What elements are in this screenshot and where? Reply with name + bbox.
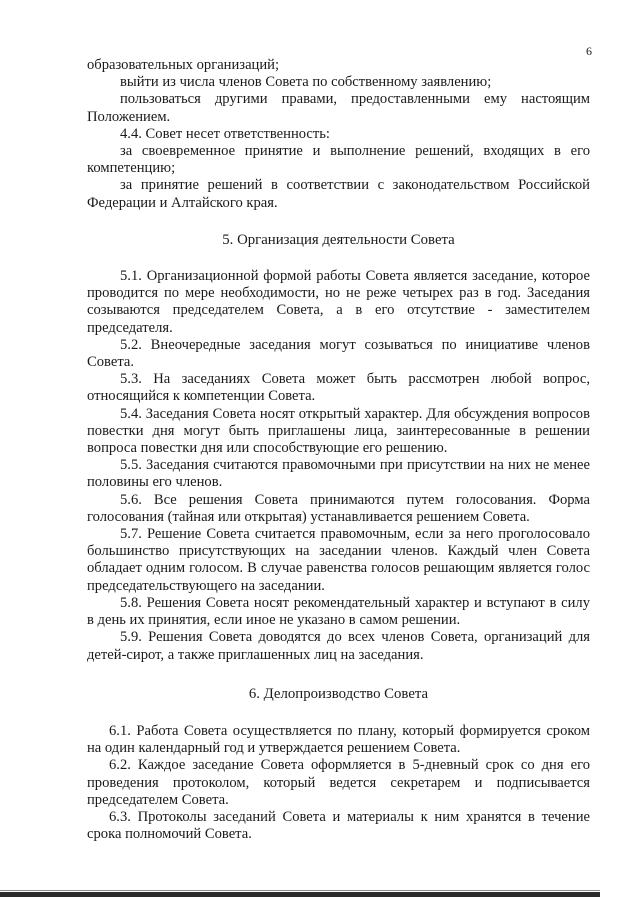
paragraph: 5.2. Внеочередные заседания могут созываться по инициативе членов Совета.: [87, 336, 590, 371]
paragraph: 5.7. Решение Совета считается правомочным, если за него проголосовало большинство присутствующих на заседании членов. Каждый член Совета обладает одним голосом. В случае равенства голосов решающим является голос председательствующего на заседании.: [87, 526, 590, 594]
paragraph: 5.1. Организационной формой работы Совета является заседание, которое проводится по мере необходимости, но не реже четырех раз в год. Заседания созываются председателем Совета, а в его отсутствие - заместителем председателя.: [87, 268, 590, 336]
section-heading: 5. Организация деятельности Совета: [222, 231, 455, 248]
paragraph: за своевременное принятие и выполнение решений, входящих в его компетенцию;: [87, 143, 590, 177]
paragraph: 6.2. Каждое заседание Совета оформляется в 5-дневный срок со дня его проведения протоколом, который ведется секретарем и подписывается председателем Совета.: [87, 757, 590, 808]
paragraph: пользоваться другими правами, предоставленными ему настоящим Положением.: [87, 91, 590, 125]
paragraph: 6.3. Протоколы заседаний Совета и материалы к ним хранятся в течение срока полномочий Совета.: [87, 808, 590, 843]
paragraph: выйти из числа членов Совета по собственному заявлению;: [120, 74, 492, 91]
scan-edge-line: [0, 890, 600, 891]
paragraph: 5.5. Заседания считаются правомочными при присутствии на них не менее половины его членов.: [87, 457, 590, 491]
paragraph: 6.1. Работа Совета осуществляется по плану, который формируется сроком на один календарный год и утверждается решением Совета.: [87, 722, 590, 757]
paragraph: 4.4. Совет несет ответственность:: [120, 125, 330, 142]
document-body: [87, 57, 590, 843]
paragraph: 5.8. Решения Совета носят рекомендательный характер и вступают в силу в день их принятия, если иное не указано в самом решении.: [87, 594, 590, 629]
section-heading: 6. Делопроизводство Совета: [248, 685, 429, 702]
page-number: 6: [586, 44, 592, 58]
paragraph: 5.4. Заседания Совета носят открытый характер. Для обсуждения вопросов повестки дня могут быть приглашены лица, заинтересованные в решении вопроса повестки дня или способствующие его решению.: [87, 405, 590, 457]
paragraph: образовательных организаций;: [87, 57, 280, 73]
paragraph: за принятие решений в соответствии с законодательством Российской Федерации и Алтайского края.: [87, 177, 590, 211]
paragraph: 5.3. На заседаниях Совета может быть рассмотрен любой вопрос, относящийся к компетенции Совета.: [87, 371, 590, 405]
paragraph: 5.9. Решения Совета доводятся до всех членов Совета, организаций для детей-сирот, а также приглашенных лиц на заседания.: [87, 629, 590, 663]
paragraph: 5.6. Все решения Совета принимаются путем голосования. Форма голосования (тайная или открытая) устанавливается решением Совета.: [87, 491, 590, 525]
scan-edge-shadow: [0, 892, 600, 897]
